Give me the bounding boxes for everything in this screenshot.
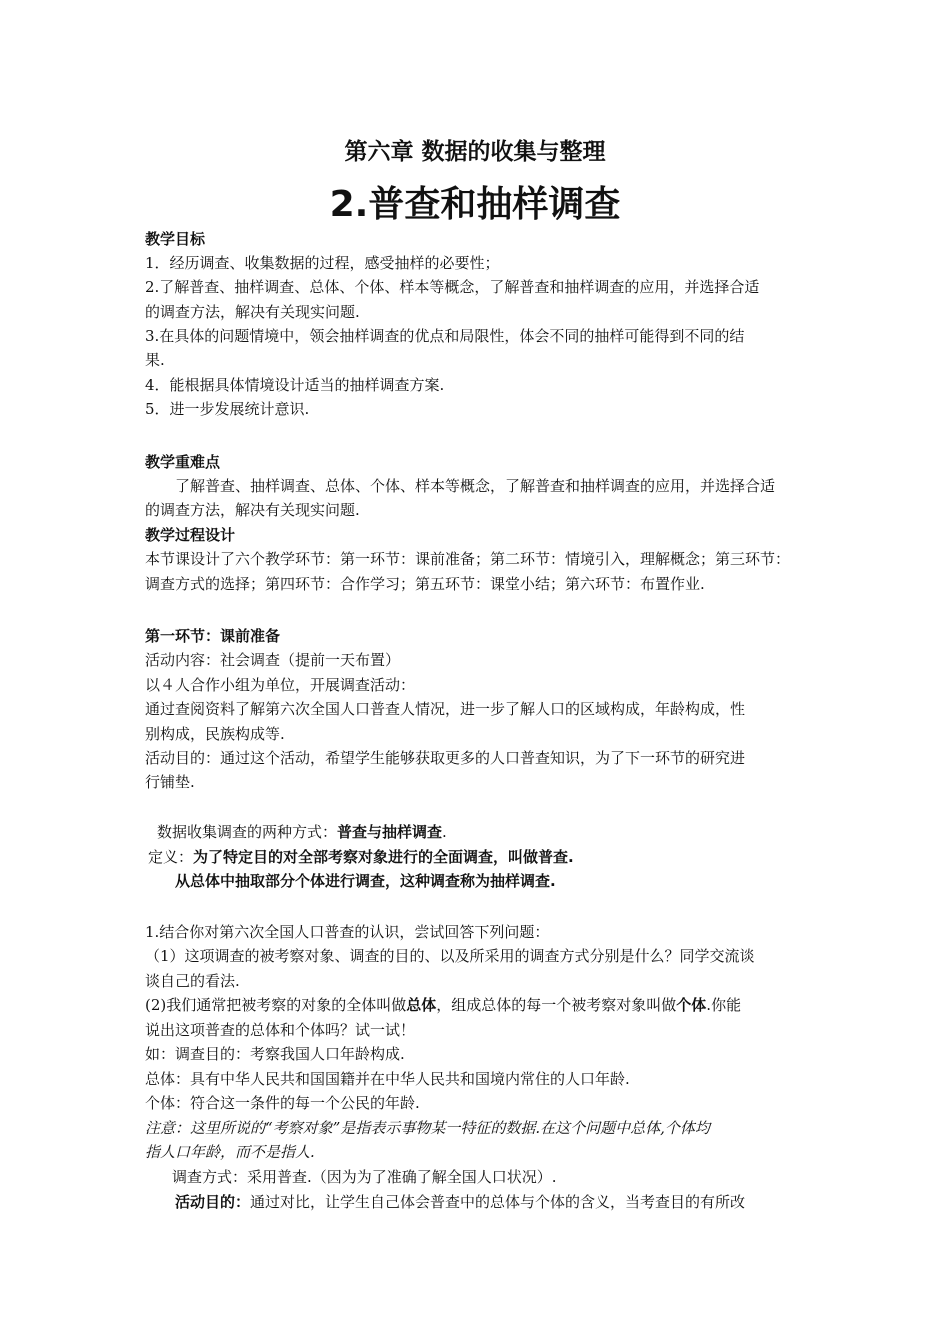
objective-line: 5．进一步发展统计意识. [145, 400, 310, 418]
definition-label: 定义： [148, 848, 194, 866]
process-heading: 教学过程设计 [145, 526, 236, 544]
section1-line: 活动内容：社会调查（提前一天布置） [145, 651, 401, 669]
activity-purpose-line [175, 1192, 845, 1212]
activity-purpose-label: 活动目的： [175, 1193, 251, 1211]
objectives-heading: 教学目标 [145, 230, 206, 248]
note-line: 注意：这里所说的“考察对象”是指表示事物某一特征的数据.在这个问题中总体,个体均 [145, 1119, 710, 1137]
keypoints-heading: 教学重难点 [145, 453, 221, 471]
objective-line: 2.了解普查、抽样调查、总体、个体、样本等概念，了解普查和抽样调查的应用，并选择合适 [145, 278, 760, 296]
objective-line: 4．能根据具体情境设计适当的抽样调查方案. [145, 376, 445, 394]
section1-line: 以４人合作小组为单位，开展调查活动： [145, 676, 416, 694]
question-line: 谈自己的看法. [145, 972, 240, 990]
census-definition: 为了特定目的对全部考察对象进行的全面调查，叫做普查. [193, 848, 574, 866]
lesson-title: 2.普查和抽样调查 [329, 184, 621, 225]
methods-text: . [442, 823, 447, 841]
question-line [145, 995, 815, 1015]
process-line: 本节课设计了六个教学环节：第一环节：课前准备；第二环节：情境引入，理解概念；第三环节： [145, 550, 791, 568]
question-text: ，组成总体的每一个被考察对象叫做 [436, 996, 677, 1014]
example-line: 如：调查目的：考察我国人口年龄构成. [145, 1045, 405, 1063]
question-text: .你能 [706, 996, 742, 1014]
sampling-definition: 从总体中抽取部分个体进行调查，这种调查称为抽样调查. [175, 872, 556, 890]
objective-line: 1．经历调查、收集数据的过程，感受抽样的必要性； [145, 254, 500, 272]
activity-purpose-text: 通过对比，让学生自己体会普查中的总体与个体的含义，当考查目的有所改 [250, 1193, 746, 1211]
section1-heading: 第一环节：课前准备 [145, 627, 281, 645]
question-line: （1）这项调查的被考察对象、调查的目的、以及所采用的调查方式分别是什么？同学交流谈 [145, 947, 755, 965]
objective-line: 3.在具体的问题情境中，领会抽样调查的优点和局限性，体会不同的抽样可能得到不同的结 [145, 327, 745, 345]
definition-line [148, 847, 818, 867]
question-line: 说出这项普查的总体和个体吗？试一试！ [145, 1021, 416, 1039]
example-line: 总体：具有中华人民共和国国籍并在中华人民共和国境内常住的人口年龄. [145, 1070, 630, 1088]
term-individual: 个体 [676, 996, 707, 1014]
section1-line: 活动目的：通过这个活动，希望学生能够获取更多的人口普查知识，为了下一环节的研究进 [145, 749, 746, 767]
example-line: 个体：符合这一条件的每一个公民的年龄. [145, 1094, 420, 1112]
term-population: 总体 [406, 996, 437, 1014]
section1-line: 通过查阅资料了解第六次全国人口普查人情况，进一步了解人口的区域构成，年龄构成，性 [145, 700, 746, 718]
methods-text: 数据收集调查的两种方式： [157, 823, 338, 841]
process-line: 调查方式的选择；第四环节：合作学习；第五环节：课堂小结；第六环节：布置作业. [145, 575, 705, 593]
keypoints-line: 了解普查、抽样调查、总体、个体、样本等概念，了解普查和抽样调查的应用，并选择合适 [175, 477, 776, 495]
methods-emphasis: 普查与抽样调查 [337, 823, 443, 841]
objective-line: 果. [145, 351, 165, 369]
keypoints-line: 的调查方法，解决有关现实问题. [145, 501, 360, 519]
section1-line: 别构成，民族构成等. [145, 725, 285, 743]
chapter-title: 第六章 数据的收集与整理 [344, 139, 606, 165]
question-text: (2)我们通常把被考察的对象的全体叫做 [145, 996, 407, 1014]
question-line: 1.结合你对第六次全国人口普查的认识，尝试回答下列问题： [145, 923, 550, 941]
methods-line [157, 822, 827, 842]
objective-line: 的调查方法，解决有关现实问题. [145, 303, 360, 321]
survey-method-line: 调查方式：采用普查.（因为为了准确了解全国人口状况）. [172, 1168, 557, 1186]
note-line: 指人口年龄，而不是指人. [145, 1143, 315, 1161]
section1-line: 行铺垫. [145, 773, 195, 791]
